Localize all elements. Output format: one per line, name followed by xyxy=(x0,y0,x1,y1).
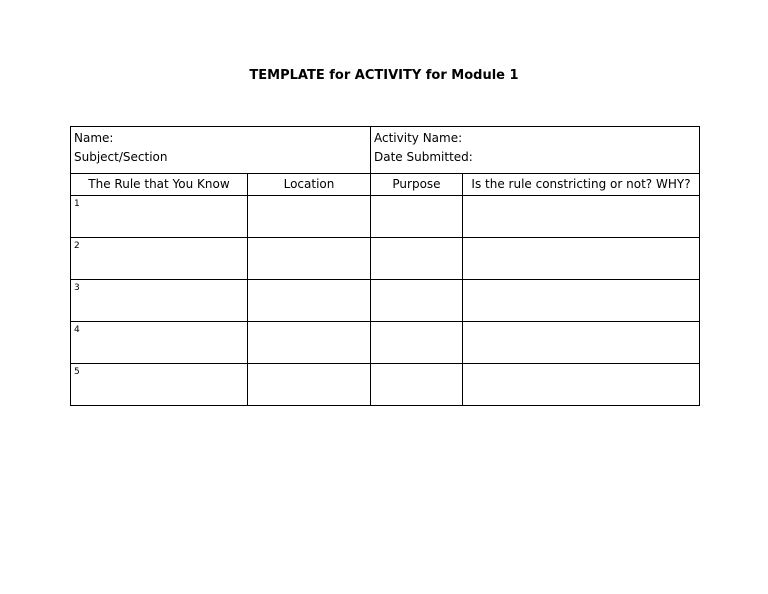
location-cell[interactable] xyxy=(248,322,371,364)
location-cell[interactable] xyxy=(248,280,371,322)
table-row xyxy=(71,280,700,322)
column-header-constricting: Is the rule constricting or not? WHY? xyxy=(463,174,700,196)
column-header-rule: The Rule that You Know xyxy=(71,174,248,196)
activity-name-label: Activity Name: xyxy=(374,131,463,145)
info-row xyxy=(71,127,700,174)
constricting-cell[interactable] xyxy=(463,364,700,406)
rule-cell[interactable] xyxy=(71,322,248,364)
student-info-cell xyxy=(71,127,371,174)
page-title: TEMPLATE for ACTIVITY for Module 1 xyxy=(249,68,519,83)
rule-cell[interactable] xyxy=(71,196,248,238)
row-number: 4 xyxy=(74,325,80,335)
row-number: 5 xyxy=(74,367,80,377)
table-row xyxy=(71,322,700,364)
rule-cell[interactable] xyxy=(71,238,248,280)
constricting-cell[interactable] xyxy=(463,280,700,322)
column-header-row xyxy=(71,174,700,196)
subject-section-label: Subject/Section xyxy=(74,150,168,164)
activity-info-cell xyxy=(371,127,700,174)
row-number: 1 xyxy=(74,199,80,209)
activity-table xyxy=(70,126,700,406)
table-row xyxy=(71,196,700,238)
constricting-cell[interactable] xyxy=(463,238,700,280)
column-header-purpose: Purpose xyxy=(371,174,463,196)
location-cell[interactable] xyxy=(248,238,371,280)
rule-cell[interactable] xyxy=(71,280,248,322)
constricting-cell[interactable] xyxy=(463,322,700,364)
location-cell[interactable] xyxy=(248,196,371,238)
purpose-cell[interactable] xyxy=(371,364,463,406)
column-header-location: Location xyxy=(248,174,371,196)
purpose-cell[interactable] xyxy=(371,322,463,364)
purpose-cell[interactable] xyxy=(371,238,463,280)
purpose-cell[interactable] xyxy=(371,280,463,322)
table-row xyxy=(71,238,700,280)
row-number: 2 xyxy=(74,241,80,251)
name-label: Name: xyxy=(74,131,114,145)
date-submitted-label: Date Submitted: xyxy=(374,150,473,164)
rule-cell[interactable] xyxy=(71,364,248,406)
row-number: 3 xyxy=(74,283,80,293)
purpose-cell[interactable] xyxy=(371,196,463,238)
constricting-cell[interactable] xyxy=(463,196,700,238)
location-cell[interactable] xyxy=(248,364,371,406)
table-row xyxy=(71,364,700,406)
